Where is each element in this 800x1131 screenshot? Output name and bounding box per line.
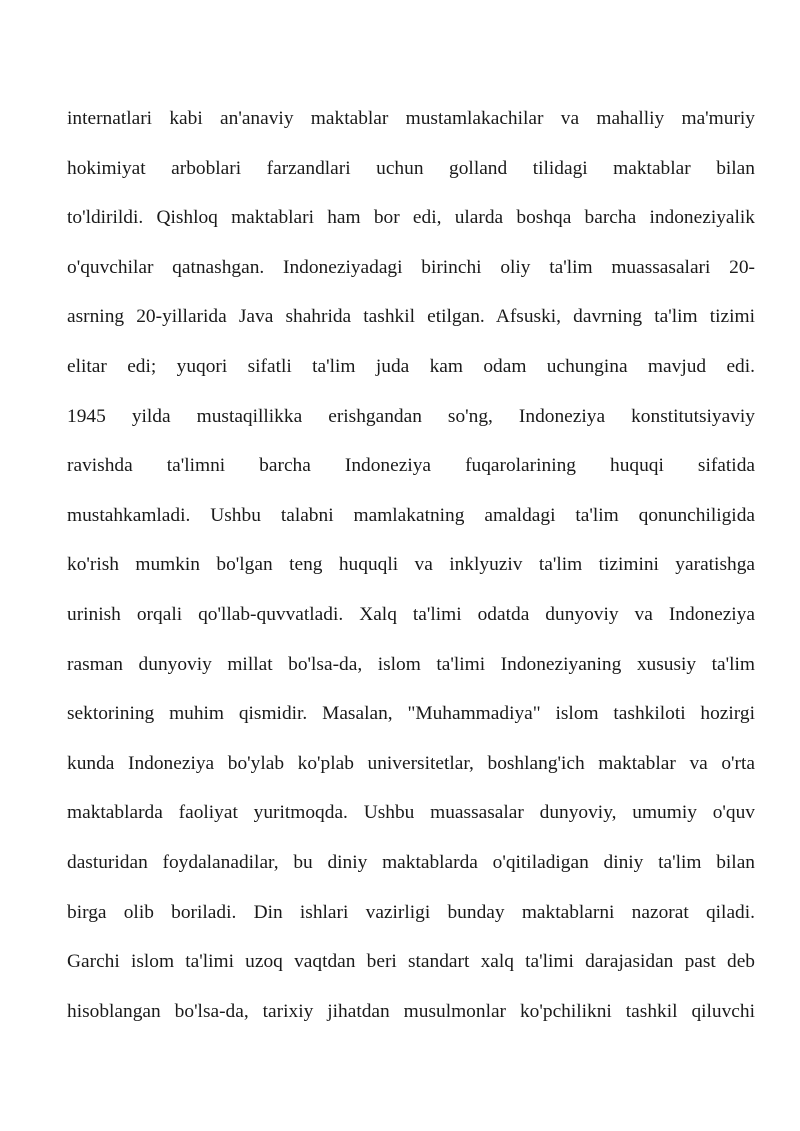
text-line: o'quvchilar qatnashgan. Indoneziyadagi birinchi oliy ta'lim muassasalari 20- <box>67 256 755 278</box>
text-line: hokimiyat arboblari farzandlari uchun golland tilidagi maktablar bilan <box>67 157 755 179</box>
text-line: internatlari kabi an'anaviy maktablar mustamlakachilar va mahalliy ma'muriy <box>67 108 755 129</box>
text-line: rasman dunyoviy millat bo'lsa-da, islom ta'limi Indoneziyaning xususiy ta'lim <box>67 653 755 675</box>
text-line: Garchi islom ta'limi uzoq vaqtdan beri standart xalq ta'limi darajasidan past deb <box>67 951 755 973</box>
text-line: elitar edi; yuqori sifatli ta'lim juda kam odam uchungina mavjud edi. <box>67 355 755 377</box>
text-line: mustahkamladi. Ushbu talabni mamlakatning amaldagi ta'lim qonunchiligida <box>67 504 755 526</box>
body-paragraph <box>67 101 755 1043</box>
text-line: dasturidan foydalanadilar, bu diniy maktablarda o'qitiladigan diniy ta'lim bilan <box>67 851 755 873</box>
text-line: kunda Indoneziya bo'ylab ko'plab universitetlar, boshlang'ich maktablar va o'rta <box>67 752 755 774</box>
text-line: maktablarda faoliyat yuritmoqda. Ushbu muassasalar dunyoviy, umumiy o'quv <box>67 802 755 824</box>
text-line: urinish orqali qo'llab-quvvatladi. Xalq ta'limi odatda dunyoviy va Indoneziya <box>67 603 755 625</box>
text-line: 1945 yilda mustaqillikka erishgandan so'ng, Indoneziya konstitutsiyaviy <box>67 405 755 427</box>
text-line: birga olib boriladi. Din ishlari vazirligi bunday maktablarni nazorat qiladi. <box>67 901 755 923</box>
text-line: ko'rish mumkin bo'lgan teng huquqli va inklyuziv ta'lim tizimini yaratishga <box>67 554 755 576</box>
text-line: hisoblangan bo'lsa-da, tarixiy jihatdan musulmonlar ko'pchilikni tashkil qiluvchi <box>67 1000 755 1022</box>
text-line: asrning 20-yillarida Java shahrida tashkil etilgan. Afsuski, davrning ta'lim tizimi <box>67 306 755 328</box>
text-line: sektorining muhim qismidir. Masalan, "Muhammadiya" islom tashkiloti hozirgi <box>67 703 755 725</box>
text-line: to'ldirildi. Qishloq maktablari ham bor edi, ularda boshqa barcha indoneziyalik <box>67 207 755 229</box>
text-line: ravishda ta'limni barcha Indoneziya fuqarolarining huquqi sifatida <box>67 455 755 477</box>
